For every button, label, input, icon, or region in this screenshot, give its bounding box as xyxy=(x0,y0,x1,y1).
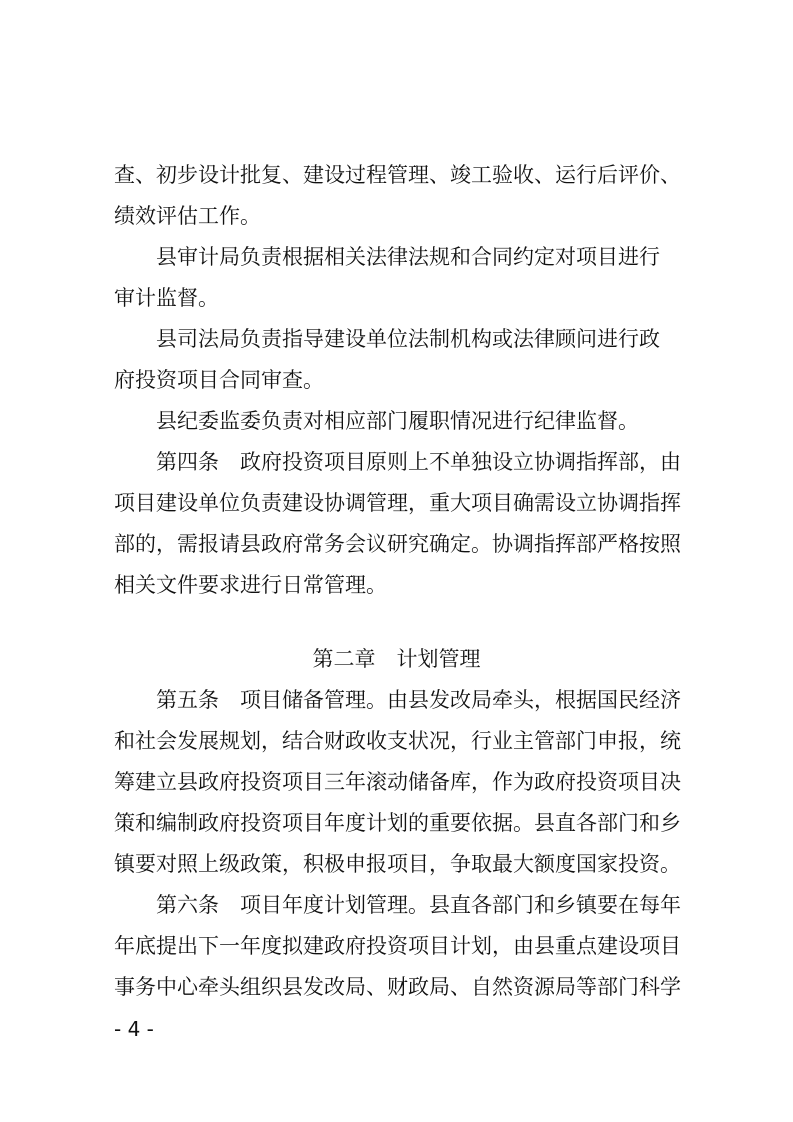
text-line: 事务中心牵头组织县发改局、财政局、自然资源局等部门科学 xyxy=(114,975,681,999)
article-number: 第六条 xyxy=(156,893,219,917)
article-number: 第五条 xyxy=(156,688,219,712)
text-line: 部的，需报请县政府常务会议研究确定。协调指挥部严格按照 xyxy=(114,532,681,556)
text-line: 筹建立县政府投资项目三年滚动储备库，作为政府投资项目决 xyxy=(114,770,681,794)
article-number: 第四条 xyxy=(156,450,219,474)
chapter-number: 第二章 xyxy=(312,647,376,671)
chapter-heading xyxy=(0,649,793,670)
page-number: - 4 - xyxy=(114,1017,154,1041)
text-line: 查、初步设计批复、建设过程管理、竣工验收、运行后评价、 xyxy=(114,163,681,187)
article-line xyxy=(156,895,681,916)
text-line: 镇要对照上级政策，积极申报项目，争取最大额度国家投资。 xyxy=(114,852,681,876)
chapter-title: 计划管理 xyxy=(396,647,481,671)
text-line: 相关文件要求进行日常管理。 xyxy=(114,573,387,597)
text-line: 审计监督。 xyxy=(114,286,219,310)
text-line: 府投资项目合同审查。 xyxy=(114,368,324,392)
text-line: 县审计局负责根据相关法律法规和合同约定对项目进行 xyxy=(156,245,660,269)
text-line: 项目建设单位负责建设协调管理，重大项目确需设立协调指挥 xyxy=(114,491,681,515)
text-line: 和社会发展规划，结合财政收支状况，行业主管部门申报，统 xyxy=(114,729,681,753)
article-line xyxy=(156,690,681,711)
text-line: 县纪委监委负责对相应部门履职情况进行纪律监督。 xyxy=(156,409,639,433)
text-line: 绩效评估工作。 xyxy=(114,204,261,228)
text-line: 年底提出下一年度拟建政府投资项目计划，由县重点建设项目 xyxy=(114,934,681,958)
text-line: 策和编制政府投资项目年度计划的重要依据。县直各部门和乡 xyxy=(114,811,681,835)
text-line: 县司法局负责指导建设单位法制机构或法律顾问进行政 xyxy=(156,327,660,351)
article-text: 政府投资项目原则上不单独设立协调指挥部，由 xyxy=(240,450,681,474)
article-text: 项目年度计划管理。县直各部门和乡镇要在每年 xyxy=(240,893,681,917)
article-text: 项目储备管理。由县发改局牵头，根据国民经济 xyxy=(240,688,681,712)
article-line xyxy=(156,452,681,473)
